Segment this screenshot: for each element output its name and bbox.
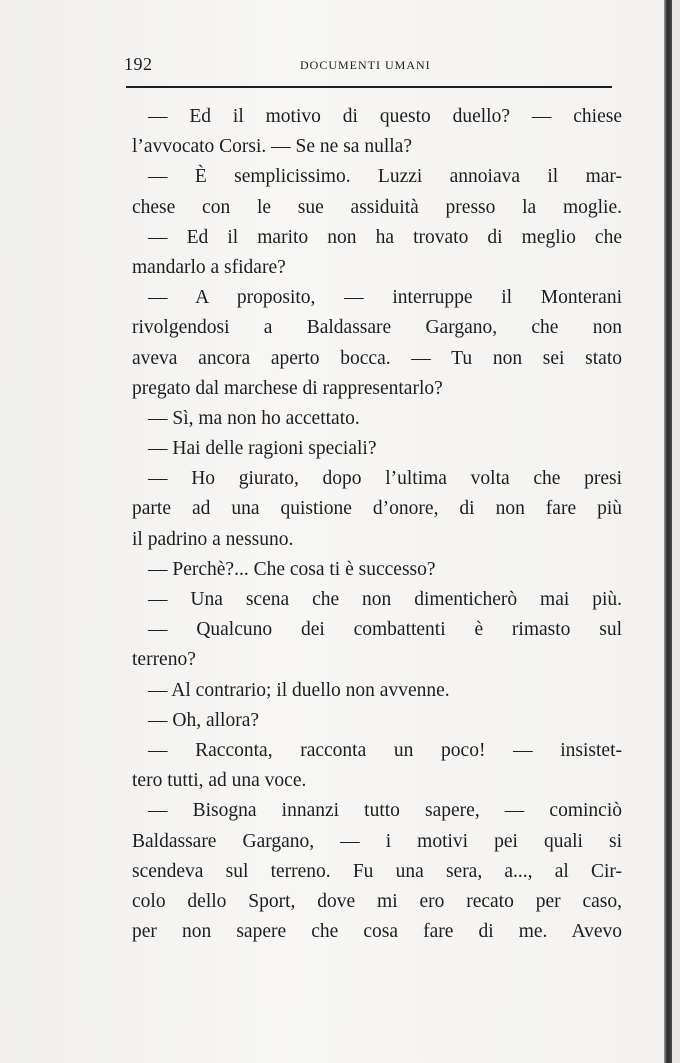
- text-line: tero tutti, ad una voce.: [132, 770, 307, 792]
- text-line: mandarlo a sfidare?: [132, 256, 286, 278]
- text-line: parte ad una quistione d’onore, di non fare più: [132, 498, 622, 520]
- text-line: — Perchè?... Che cosa ti è successo?: [148, 558, 436, 580]
- text-line: Baldassare Gargano, — i motivi pei quali si: [132, 830, 622, 852]
- header-rule: [126, 86, 612, 88]
- text-line: rivolgendosi a Baldassare Gargano, che non: [132, 317, 622, 339]
- page-header: [124, 54, 612, 82]
- text-line: — Oh, allora?: [148, 709, 260, 731]
- text-line: — A proposito, — interruppe il Monterani: [148, 287, 622, 309]
- text-line: il padrino a nessuno.: [132, 528, 294, 550]
- text-line: — Al contrario; il duello non avvenne.: [148, 679, 450, 701]
- text-line: terreno?: [132, 649, 196, 671]
- text-line: l’avvocato Corsi. — Se ne sa nulla?: [132, 136, 412, 158]
- text-line: — Sì, ma non ho accettato.: [148, 407, 360, 429]
- binding-shadow: [664, 0, 672, 1063]
- text-line: — Bisogna innanzi tutto sapere, — cominciò: [148, 800, 622, 822]
- text-line: colo dello Sport, dove mi ero recato per caso,: [132, 890, 622, 912]
- text-line: aveva ancora aperto bocca. — Tu non sei stato: [132, 347, 622, 369]
- text-line: — Qualcuno dei combattenti è rimasto sul: [148, 619, 622, 641]
- page-edge: [672, 0, 680, 1063]
- text-line: — Racconta, racconta un poco! — insistet-: [148, 739, 622, 761]
- text-line: — Ed il motivo di questo duello? — chiese: [148, 106, 622, 127]
- running-title: DOCUMENTI UMANI: [300, 58, 431, 72]
- text-line: pregato dal marchese di rappresentarlo?: [132, 377, 443, 399]
- text-line: — Ho giurato, dopo l’ultima volta che presi: [148, 468, 622, 490]
- text-line: — Hai delle ragioni speciali?: [148, 438, 377, 460]
- page-number: 192: [124, 54, 153, 74]
- text-line: — È semplicissimo. Luzzi annoiava il mar-: [148, 166, 622, 188]
- text-line: chese con le sue assiduità presso la moglie.: [132, 196, 622, 218]
- text-line: per non sapere che cosa fare di me. Avevo: [132, 921, 622, 943]
- text-line: scendeva sul terreno. Fu una sera, a..., al Cir-: [132, 860, 622, 882]
- body-text: [132, 102, 622, 947]
- text-line: — Una scena che non dimenticherò mai più.: [148, 589, 622, 610]
- text-line: — Ed il marito non ha trovato di meglio che: [148, 226, 622, 248]
